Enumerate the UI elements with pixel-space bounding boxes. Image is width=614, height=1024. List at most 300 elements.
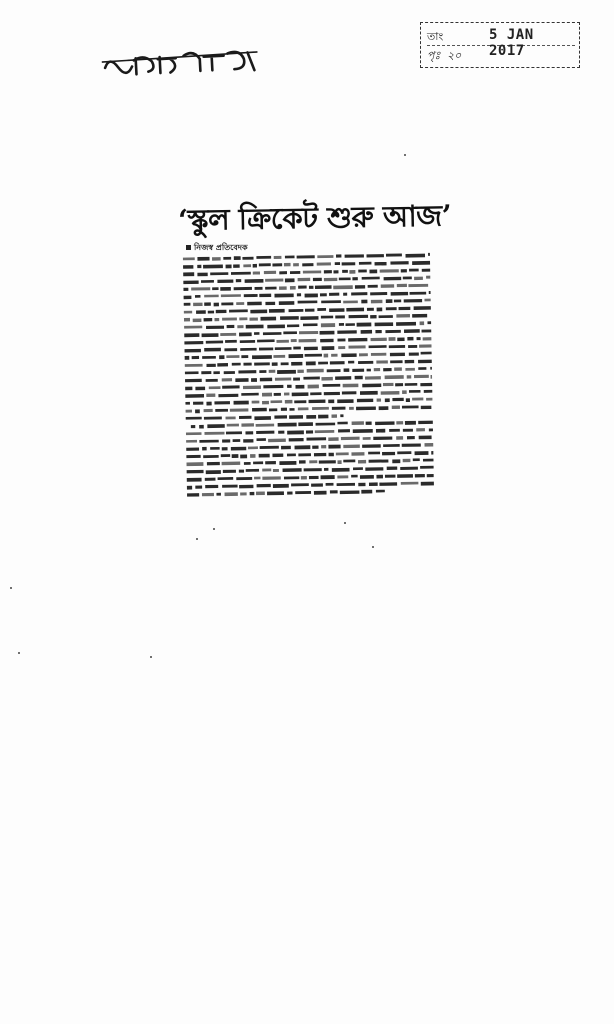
masthead-logo-graphic bbox=[99, 40, 261, 88]
scanned-text-fragment bbox=[414, 375, 429, 378]
scanned-text-fragment bbox=[324, 392, 340, 395]
scanned-text-fragment bbox=[329, 453, 334, 457]
scanned-text-fragment bbox=[202, 493, 214, 496]
scanned-text-fragment bbox=[205, 478, 216, 481]
scanned-text-fragment bbox=[225, 492, 238, 496]
scanned-text-fragment bbox=[383, 383, 394, 386]
scanned-text-fragment bbox=[239, 485, 253, 489]
scanned-text-fragment bbox=[348, 338, 367, 342]
scanned-text-fragment bbox=[241, 355, 248, 358]
scanned-text-fragment bbox=[279, 461, 296, 465]
scanned-text-fragment bbox=[185, 387, 192, 391]
scanned-text-fragment bbox=[349, 315, 369, 318]
scanned-text-fragment bbox=[418, 367, 426, 370]
scanned-text-fragment bbox=[235, 378, 248, 382]
scanned-text-fragment bbox=[335, 315, 345, 318]
scanned-text-fragment bbox=[240, 348, 256, 351]
scanned-text-fragment bbox=[371, 353, 386, 356]
scanned-text-fragment bbox=[409, 390, 421, 393]
scanned-text-fragment bbox=[331, 414, 337, 417]
scanned-text-fragment bbox=[345, 254, 364, 257]
scanned-text-fragment bbox=[307, 369, 324, 373]
scanned-text-fragment bbox=[389, 429, 400, 432]
scanned-text-fragment bbox=[251, 378, 257, 382]
scanned-text-fragment bbox=[361, 330, 372, 334]
scanned-text-fragment bbox=[368, 285, 378, 288]
scanned-text-fragment bbox=[237, 325, 243, 328]
scanned-text-fragment bbox=[304, 347, 318, 351]
scanned-text-fragment bbox=[294, 400, 306, 403]
scanned-text-fragment bbox=[183, 265, 193, 269]
scanned-text-fragment bbox=[344, 368, 350, 371]
scanned-text-fragment bbox=[306, 437, 326, 440]
scanned-text-fragment bbox=[267, 325, 285, 329]
scanned-text-fragment bbox=[381, 284, 394, 288]
scanned-text-fragment bbox=[289, 408, 294, 411]
scanned-text-fragment bbox=[285, 256, 295, 259]
scanned-text-fragment bbox=[416, 428, 425, 431]
scanned-text-fragment bbox=[259, 263, 271, 266]
scanned-text-fragment bbox=[320, 331, 335, 335]
scanned-text-fragment bbox=[230, 408, 249, 411]
scan-speck bbox=[213, 528, 215, 530]
scanned-text-fragment bbox=[322, 346, 335, 350]
scanned-text-fragment bbox=[404, 299, 422, 303]
scanned-text-fragment bbox=[429, 291, 431, 294]
scanned-text-fragment bbox=[263, 332, 282, 335]
scanned-text-fragment bbox=[187, 486, 192, 490]
scanned-text-fragment bbox=[431, 375, 433, 379]
scanned-text-fragment bbox=[327, 369, 341, 372]
scanned-text-fragment bbox=[381, 391, 400, 395]
scanned-text-fragment bbox=[298, 285, 307, 288]
scanned-text-fragment bbox=[221, 454, 230, 457]
scanned-text-fragment bbox=[186, 440, 197, 443]
scanned-text-fragment bbox=[204, 432, 224, 435]
scanned-text-fragment bbox=[204, 417, 222, 420]
scanned-text-fragment bbox=[401, 482, 419, 485]
scan-speck bbox=[404, 154, 406, 156]
scanned-text-fragment bbox=[231, 447, 246, 451]
scanned-text-fragment bbox=[260, 317, 276, 321]
scanned-text-fragment bbox=[405, 383, 418, 386]
scanned-text-fragment bbox=[323, 384, 341, 387]
scanned-text-fragment bbox=[259, 347, 273, 350]
scanned-text-fragment bbox=[252, 401, 260, 404]
article-body-text bbox=[182, 249, 438, 503]
scanned-text-fragment bbox=[191, 425, 195, 428]
scanned-text-fragment bbox=[205, 485, 218, 488]
scanned-text-fragment bbox=[204, 348, 221, 352]
scanned-text-fragment bbox=[408, 345, 417, 348]
scanned-text-fragment bbox=[287, 324, 299, 327]
scanned-text-fragment bbox=[283, 468, 302, 472]
scanned-text-fragment bbox=[337, 483, 355, 486]
scanned-text-fragment bbox=[396, 322, 416, 326]
scanned-text-fragment bbox=[392, 459, 400, 463]
scanned-text-fragment bbox=[431, 451, 433, 455]
scanned-text-fragment bbox=[397, 451, 411, 454]
scanned-text-fragment bbox=[227, 424, 239, 427]
scanned-text-fragment bbox=[284, 263, 291, 266]
scanned-text-fragment bbox=[428, 253, 430, 256]
scanned-text-fragment bbox=[193, 318, 202, 322]
scanned-text-fragment bbox=[283, 331, 297, 334]
scanned-text-fragment bbox=[375, 330, 381, 333]
scanned-text-fragment bbox=[252, 355, 272, 359]
scanned-text-fragment bbox=[329, 308, 344, 312]
scanned-text-fragment bbox=[421, 352, 432, 355]
scanned-text-fragment bbox=[339, 277, 351, 280]
scan-speck bbox=[344, 522, 346, 524]
scanned-text-fragment bbox=[281, 446, 291, 450]
scanned-text-fragment bbox=[355, 376, 363, 380]
scanned-text-fragment bbox=[335, 376, 351, 380]
scanned-text-fragment bbox=[386, 307, 397, 310]
scanned-text-fragment bbox=[291, 483, 309, 486]
scanned-text-fragment bbox=[351, 452, 364, 456]
scanned-text-fragment bbox=[321, 316, 333, 319]
scanned-text-fragment bbox=[422, 269, 430, 272]
scanned-text-fragment bbox=[274, 293, 293, 297]
scanned-text-fragment bbox=[369, 345, 387, 348]
scanned-text-fragment bbox=[298, 300, 318, 303]
scanned-text-fragment bbox=[306, 361, 316, 365]
scanned-text-fragment bbox=[191, 287, 210, 290]
scanned-text-fragment bbox=[335, 262, 340, 265]
scanned-text-fragment bbox=[280, 316, 299, 320]
scanned-text-fragment bbox=[236, 477, 252, 480]
scanned-text-fragment bbox=[363, 437, 371, 440]
scanned-text-fragment bbox=[249, 318, 257, 321]
scanned-text-fragment bbox=[244, 294, 258, 297]
scanned-text-fragment bbox=[401, 269, 407, 272]
scanned-text-fragment bbox=[303, 323, 318, 326]
scanned-text-fragment bbox=[234, 287, 252, 290]
scanned-text-fragment bbox=[414, 306, 431, 310]
scanned-text-fragment bbox=[206, 326, 224, 329]
scanned-text-fragment bbox=[333, 285, 353, 289]
scanned-text-fragment bbox=[275, 347, 292, 350]
scanned-text-fragment bbox=[321, 323, 335, 327]
scanned-text-fragment bbox=[206, 341, 223, 344]
newspaper-masthead bbox=[99, 40, 261, 88]
scanned-text-fragment bbox=[281, 362, 289, 365]
scanned-text-fragment bbox=[418, 360, 432, 364]
scanned-text-fragment bbox=[243, 264, 251, 267]
scanned-text-fragment bbox=[366, 254, 383, 257]
scanned-text-fragment bbox=[242, 257, 253, 260]
scanned-text-fragment bbox=[287, 385, 292, 388]
scanned-text-fragment bbox=[343, 293, 347, 296]
scanned-text-fragment bbox=[396, 314, 410, 318]
scanned-text-fragment bbox=[224, 371, 235, 374]
scanned-text-fragment bbox=[298, 407, 309, 410]
scanned-text-fragment bbox=[362, 444, 381, 448]
scanned-text-fragment bbox=[358, 483, 365, 487]
scanned-text-fragment bbox=[184, 326, 202, 329]
scanned-text-fragment bbox=[397, 338, 404, 342]
scanned-text-fragment bbox=[210, 447, 220, 450]
scanned-text-fragment bbox=[317, 308, 326, 311]
scanned-text-fragment bbox=[184, 311, 192, 314]
scanned-text-fragment bbox=[340, 490, 360, 494]
scanned-text-fragment bbox=[421, 406, 432, 410]
scanned-text-fragment bbox=[311, 483, 323, 486]
scanned-text-fragment bbox=[405, 421, 416, 425]
scanned-text-fragment bbox=[240, 492, 247, 495]
scanned-text-fragment bbox=[303, 377, 319, 380]
scanned-text-fragment bbox=[385, 330, 400, 333]
scanned-text-fragment bbox=[395, 383, 403, 386]
scanned-text-fragment bbox=[256, 431, 274, 434]
scanned-text-fragment bbox=[193, 303, 202, 307]
scanned-text-fragment bbox=[263, 385, 283, 388]
scanned-text-fragment bbox=[265, 461, 276, 464]
scanned-text-fragment bbox=[324, 270, 332, 273]
scanned-text-fragment bbox=[385, 475, 396, 478]
scanned-text-fragment bbox=[379, 315, 393, 318]
scanned-text-fragment bbox=[259, 454, 270, 458]
scan-speck bbox=[10, 587, 12, 589]
scanned-text-fragment bbox=[197, 257, 209, 261]
scanned-text-fragment bbox=[362, 277, 380, 280]
scanned-text-fragment bbox=[421, 482, 434, 486]
scanned-text-fragment bbox=[348, 345, 365, 348]
scanned-text-fragment bbox=[290, 271, 300, 274]
scanned-text-fragment bbox=[389, 337, 396, 341]
scanned-text-fragment bbox=[394, 367, 402, 371]
scanned-text-fragment bbox=[271, 400, 283, 403]
scanned-text-fragment bbox=[321, 377, 332, 381]
scanned-text-fragment bbox=[284, 476, 299, 479]
scanned-text-fragment bbox=[349, 407, 354, 410]
scanned-text-fragment bbox=[247, 302, 262, 306]
byline-bullet bbox=[186, 245, 191, 250]
scanned-text-fragment bbox=[195, 409, 200, 413]
scanned-text-fragment bbox=[315, 430, 335, 433]
scanned-text-fragment bbox=[219, 355, 224, 359]
scanned-text-fragment bbox=[204, 318, 213, 321]
scanned-text-fragment bbox=[315, 285, 332, 289]
scanned-text-fragment bbox=[265, 287, 276, 290]
scanned-text-fragment bbox=[352, 421, 364, 425]
scanned-text-fragment bbox=[391, 292, 408, 296]
scanned-text-fragment bbox=[341, 353, 356, 357]
scanned-text-fragment bbox=[382, 452, 395, 456]
scanned-text-fragment bbox=[185, 379, 202, 382]
scanned-text-fragment bbox=[312, 407, 329, 410]
scanned-text-fragment bbox=[202, 356, 216, 359]
scanned-text-fragment bbox=[240, 340, 255, 343]
scanned-text-fragment bbox=[339, 323, 344, 326]
article-body-lines bbox=[182, 249, 438, 503]
scanned-text-fragment bbox=[204, 295, 219, 298]
scanned-text-fragment bbox=[412, 398, 423, 401]
scanned-text-fragment bbox=[370, 292, 387, 295]
scanned-text-fragment bbox=[343, 460, 355, 463]
scanned-text-fragment bbox=[292, 392, 309, 396]
scanned-text-fragment bbox=[384, 277, 402, 281]
scanned-text-fragment bbox=[332, 468, 350, 472]
scanned-text-fragment bbox=[287, 492, 292, 495]
scanned-text-fragment bbox=[279, 301, 295, 305]
scanned-text-fragment bbox=[397, 284, 407, 287]
scanned-text-fragment bbox=[289, 438, 304, 441]
scanned-text-fragment bbox=[414, 277, 423, 280]
scanned-text-fragment bbox=[248, 446, 258, 449]
scanned-text-fragment bbox=[250, 310, 267, 314]
scanned-text-fragment bbox=[351, 292, 367, 295]
scanned-text-fragment bbox=[376, 429, 385, 433]
scanned-text-fragment bbox=[243, 439, 253, 443]
scanned-text-fragment bbox=[245, 279, 264, 283]
scanned-text-fragment bbox=[253, 271, 260, 274]
scanned-text-fragment bbox=[222, 439, 230, 442]
scanned-text-fragment bbox=[368, 452, 380, 455]
scanned-text-fragment bbox=[204, 302, 211, 305]
scanned-text-fragment bbox=[193, 402, 203, 405]
scanned-text-fragment bbox=[260, 378, 272, 382]
scanned-text-fragment bbox=[184, 333, 199, 337]
scanned-text-fragment bbox=[250, 492, 255, 495]
scanned-text-fragment bbox=[303, 270, 321, 273]
scanned-text-fragment bbox=[212, 257, 221, 261]
scanned-text-fragment bbox=[321, 475, 335, 479]
scanned-text-fragment bbox=[356, 406, 376, 410]
scanned-text-fragment bbox=[407, 337, 413, 341]
scanned-text-fragment bbox=[427, 474, 434, 477]
scanned-text-fragment bbox=[360, 475, 374, 479]
scanned-text-fragment bbox=[236, 279, 241, 282]
scan-speck bbox=[150, 656, 152, 658]
scanned-text-fragment bbox=[201, 280, 214, 283]
scanned-text-fragment bbox=[269, 408, 277, 411]
scanned-text-fragment bbox=[338, 346, 345, 349]
scanned-text-fragment bbox=[234, 256, 241, 260]
scanned-text-fragment bbox=[214, 401, 230, 404]
scanned-text-fragment bbox=[256, 256, 271, 259]
scanned-text-fragment bbox=[422, 329, 432, 332]
scanned-text-fragment bbox=[295, 445, 311, 449]
stamp-date-value: 5 JAN 2017 bbox=[489, 27, 534, 59]
scanned-text-fragment bbox=[360, 391, 378, 395]
scanned-text-fragment bbox=[318, 362, 328, 365]
scanned-text-fragment bbox=[389, 345, 405, 348]
scanned-text-fragment bbox=[373, 436, 392, 440]
scanned-text-fragment bbox=[206, 364, 215, 367]
scanned-text-fragment bbox=[291, 362, 302, 366]
scanned-text-fragment bbox=[197, 273, 207, 277]
scanned-text-fragment bbox=[366, 422, 372, 425]
scanned-text-fragment bbox=[336, 452, 349, 455]
scanned-text-fragment bbox=[326, 483, 334, 486]
scanned-text-fragment bbox=[250, 454, 255, 458]
scanned-text-fragment bbox=[196, 310, 206, 314]
scanned-text-fragment bbox=[231, 272, 251, 275]
scanned-text-fragment bbox=[375, 262, 387, 266]
scanned-text-fragment bbox=[221, 302, 233, 305]
scanned-text-fragment bbox=[226, 265, 232, 269]
scanned-text-fragment bbox=[376, 360, 388, 363]
scanned-text-fragment bbox=[216, 493, 221, 496]
scanned-text-fragment bbox=[336, 254, 341, 257]
scanned-text-fragment bbox=[348, 361, 354, 364]
scanned-text-fragment bbox=[409, 269, 419, 272]
scanned-text-fragment bbox=[423, 459, 434, 462]
scanned-text-fragment bbox=[243, 363, 251, 366]
scanned-text-fragment bbox=[314, 453, 326, 456]
scanned-text-fragment bbox=[337, 338, 345, 341]
stamp-date-label: তাং bbox=[427, 30, 444, 43]
scanned-text-fragment bbox=[199, 440, 218, 443]
scanned-text-fragment bbox=[233, 264, 240, 268]
scanned-text-fragment bbox=[272, 263, 282, 266]
scanned-text-fragment bbox=[274, 256, 282, 259]
scanned-text-fragment bbox=[208, 311, 214, 314]
scanned-text-fragment bbox=[349, 270, 355, 274]
scanned-text-fragment bbox=[324, 354, 329, 358]
scanned-text-fragment bbox=[185, 356, 190, 360]
scanned-text-fragment bbox=[415, 451, 429, 455]
scanned-text-fragment bbox=[277, 370, 296, 374]
scanned-text-fragment bbox=[343, 445, 360, 449]
scanned-text-fragment bbox=[226, 431, 242, 434]
scanned-text-fragment bbox=[232, 363, 241, 366]
scanned-text-fragment bbox=[402, 443, 421, 446]
scanned-text-fragment bbox=[254, 332, 259, 335]
scanned-text-fragment bbox=[299, 331, 318, 334]
scanned-text-fragment bbox=[379, 482, 397, 486]
scanned-text-fragment bbox=[419, 344, 431, 347]
scanned-text-fragment bbox=[420, 321, 425, 325]
scanned-text-fragment bbox=[337, 399, 353, 403]
scanned-text-fragment bbox=[206, 402, 211, 406]
scanned-text-fragment bbox=[405, 254, 425, 258]
scanned-text-fragment bbox=[337, 475, 348, 478]
scanned-text-fragment bbox=[259, 294, 271, 298]
scanned-text-fragment bbox=[320, 293, 327, 296]
scanned-text-fragment bbox=[262, 476, 280, 480]
scanned-text-fragment bbox=[404, 329, 420, 333]
scanned-text-fragment bbox=[243, 386, 261, 390]
scanned-text-fragment bbox=[279, 271, 287, 274]
scanned-text-fragment bbox=[272, 453, 283, 457]
scanned-text-fragment bbox=[302, 263, 313, 266]
scanned-text-fragment bbox=[352, 277, 357, 280]
scanned-text-fragment bbox=[187, 493, 199, 497]
scanned-text-fragment bbox=[225, 417, 235, 420]
scanned-text-fragment bbox=[207, 462, 220, 466]
scanned-text-fragment bbox=[301, 476, 307, 480]
scanned-text-fragment bbox=[385, 375, 404, 379]
scanned-text-fragment bbox=[238, 370, 256, 373]
scanned-text-fragment bbox=[359, 353, 368, 356]
scanned-text-fragment bbox=[232, 454, 239, 458]
scanned-text-fragment bbox=[195, 295, 201, 298]
scanned-text-fragment bbox=[267, 491, 284, 495]
scanned-text-fragment bbox=[390, 261, 408, 265]
scanned-text-fragment bbox=[274, 415, 287, 418]
scanned-text-fragment bbox=[321, 445, 326, 448]
scanned-text-fragment bbox=[369, 482, 378, 486]
scanned-text-fragment bbox=[309, 286, 314, 289]
scanned-text-fragment bbox=[257, 484, 271, 487]
scanned-text-fragment bbox=[284, 393, 289, 396]
scanned-text-fragment bbox=[328, 399, 334, 403]
scanned-text-fragment bbox=[403, 277, 412, 280]
scanned-text-fragment bbox=[429, 428, 433, 431]
